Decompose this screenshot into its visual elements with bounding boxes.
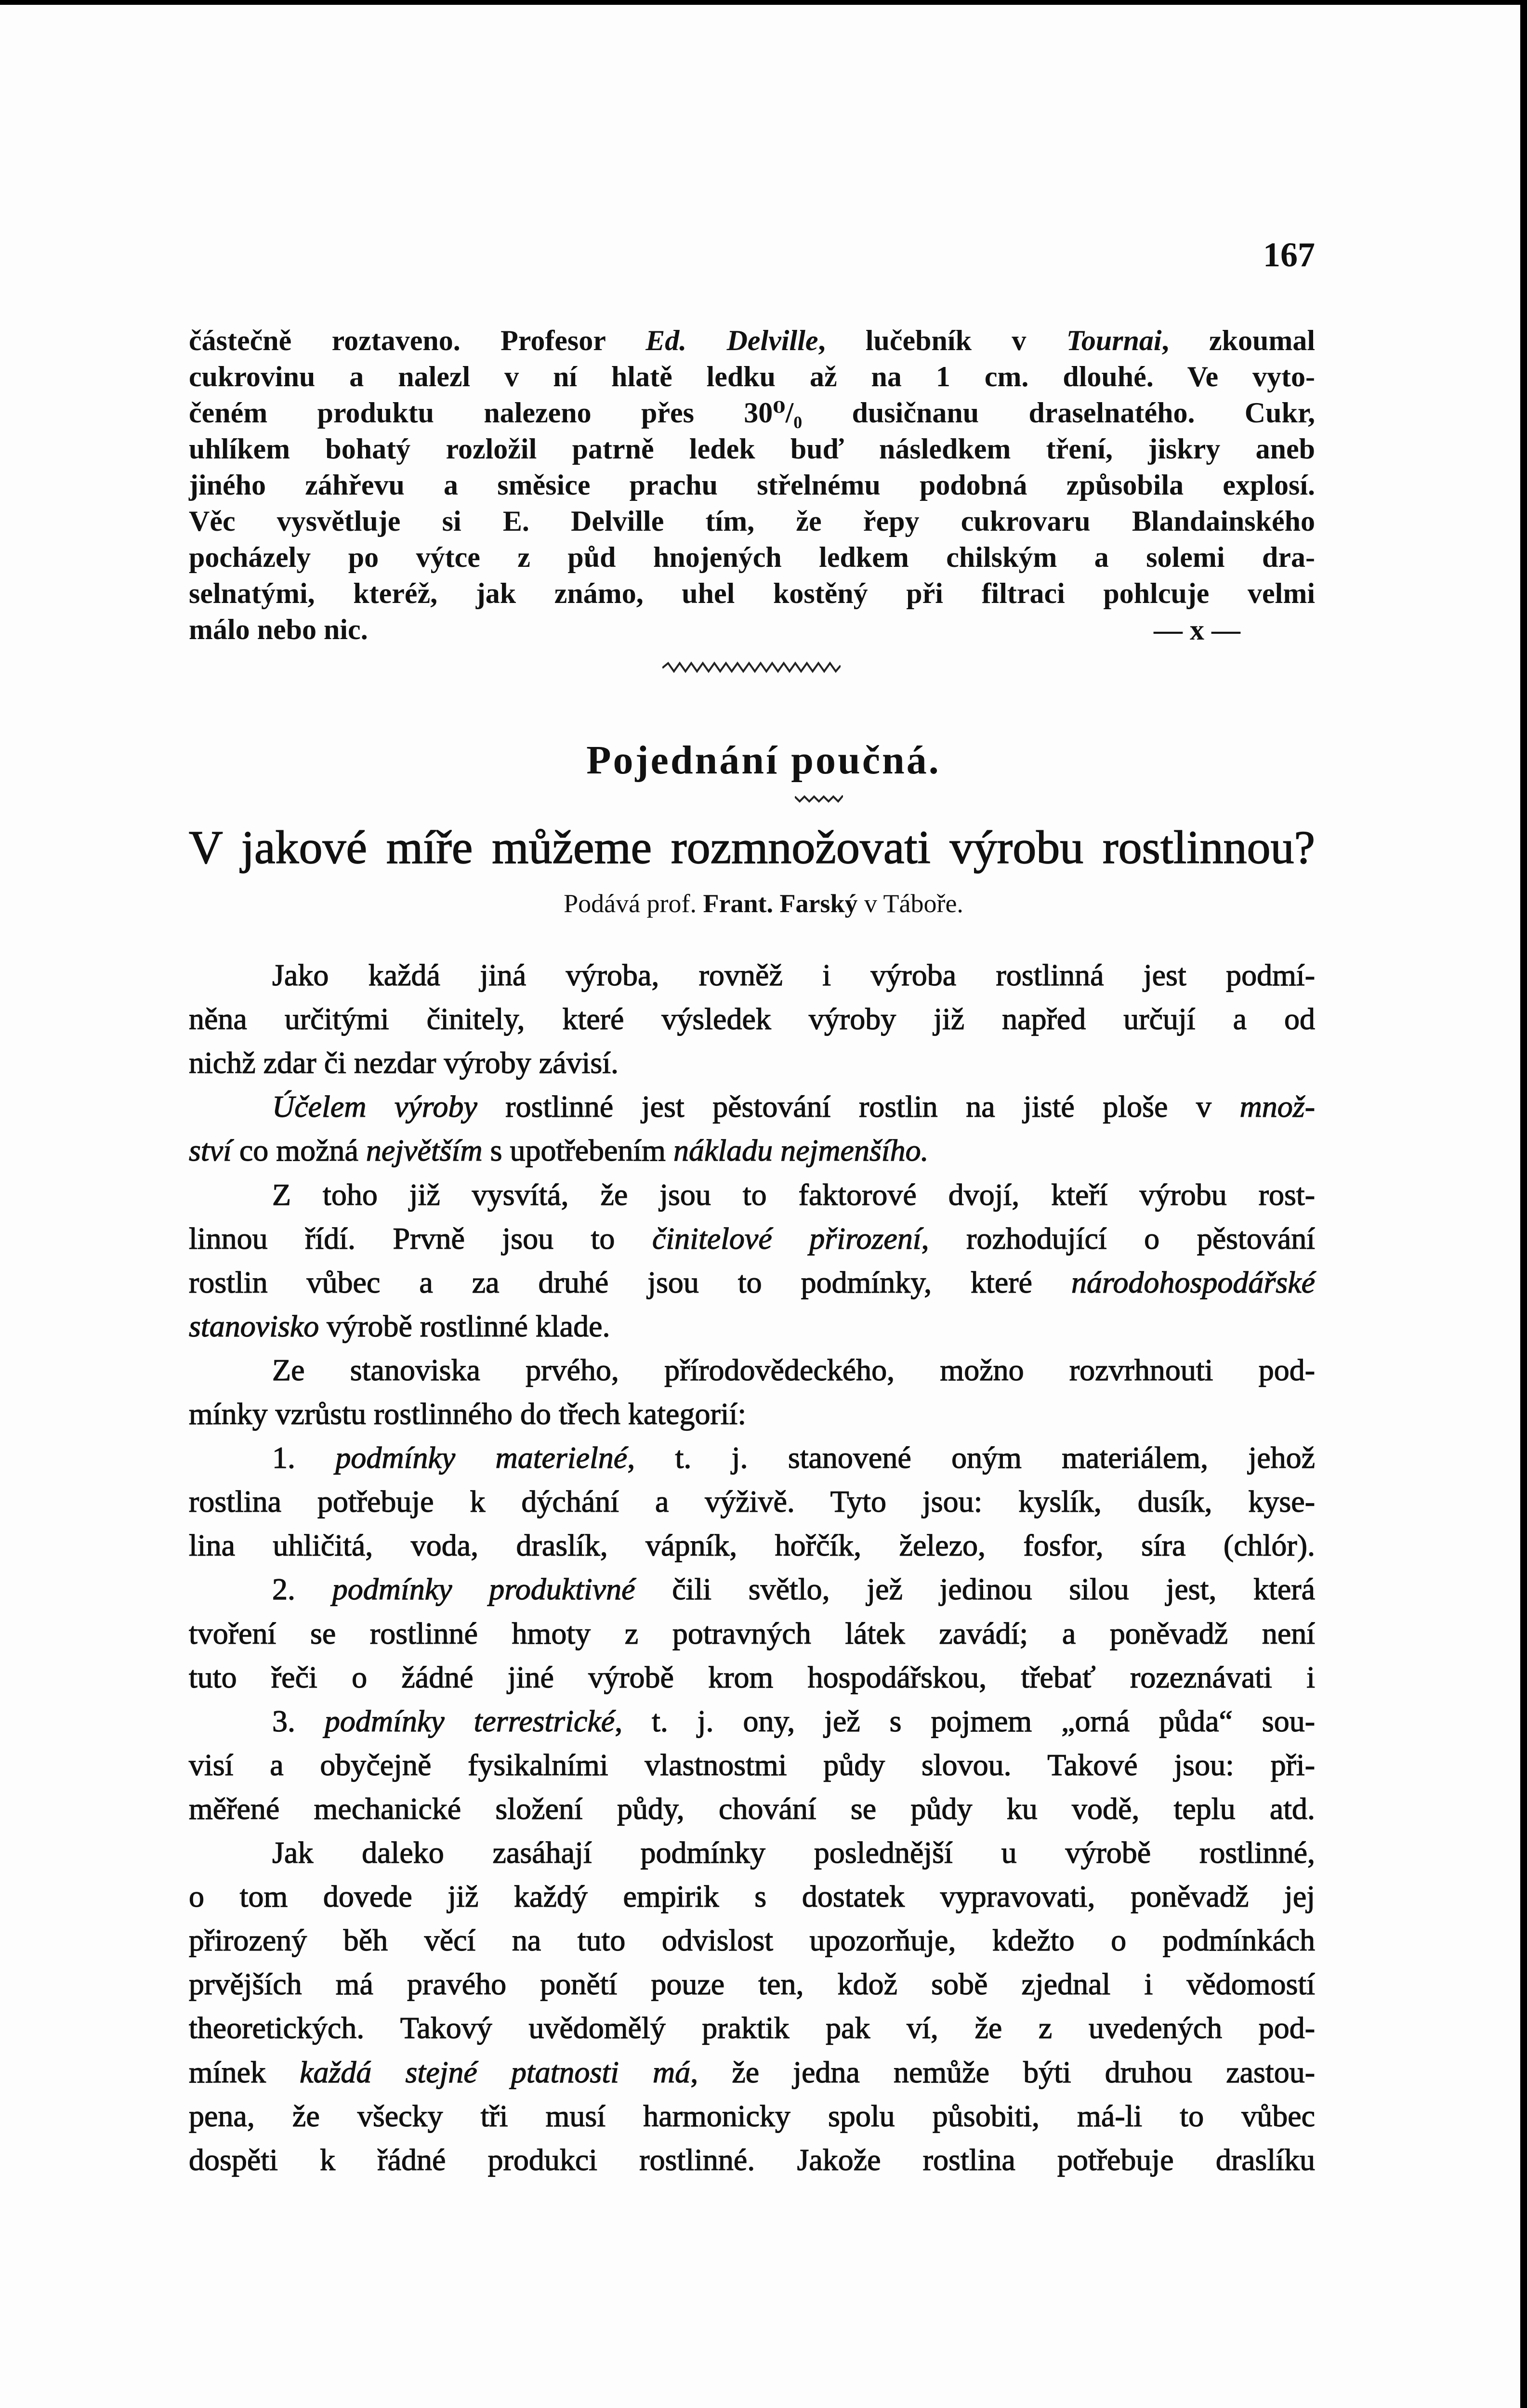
text-line: [272, 1436, 1315, 1479]
text-line: [189, 2138, 1315, 2182]
text: Jak daleko zasáhají podmínky poslednější u výrobě rostlinné,: [272, 1835, 1315, 1870]
italic-text: Ed. Delville: [645, 325, 818, 356]
italic-text: největším: [366, 1133, 483, 1168]
italic-text: každá stejné ptatnosti má: [300, 2055, 691, 2089]
italic-text: národohospodářské: [1071, 1265, 1315, 1299]
text-line: [189, 1743, 1315, 1787]
text-line: [189, 539, 1315, 576]
scan-border-top: [0, 0, 1527, 5]
italic-text: stanovisko: [189, 1309, 319, 1343]
italic-text: podmínky produktivné: [332, 1572, 635, 1607]
text: rostlinné jest pěstování rostlin na jisté ploše v: [477, 1089, 1240, 1124]
text: přirozený běh věcí na tuto odvislost upozorňuje, kdežto o podmínkách: [189, 1923, 1315, 1958]
text-line: [272, 1831, 1315, 1874]
italic-text: podmínky materielné: [335, 1440, 628, 1475]
text-line: [189, 1612, 1315, 1655]
end-mark: — x —: [1154, 614, 1240, 646]
text: rostlina potřebuje k dýchání a výživě. Tyto jsou: kyslík, dusík, kyse-: [189, 1484, 1315, 1519]
italic-text: ství: [189, 1133, 232, 1168]
text: 1.: [272, 1440, 336, 1475]
text-line: [189, 1963, 1315, 2006]
text: , že jedna nemůže býti druhou zastou-: [690, 2055, 1315, 2089]
text-line: [189, 1524, 1315, 1567]
text-line: [189, 323, 1315, 359]
text-line: [189, 1305, 1315, 1348]
text-line: [189, 1919, 1315, 1962]
page-number: 167: [1263, 236, 1315, 274]
text-line: [189, 1787, 1315, 1831]
text: co možná: [231, 1133, 366, 1168]
text-line: [189, 1392, 1315, 1436]
text-line: [189, 1041, 1315, 1085]
wavy-separator-ornament: [662, 661, 841, 675]
scan-border-right: [1520, 0, 1527, 2408]
text: , rozhodující o pěstování: [921, 1221, 1316, 1256]
text: dospěti k řádné produkci rostlinné. Jakože rostlina potřebuje draslíku: [189, 2142, 1315, 2177]
text: , t. j. stanovené oným materiálem, jehož: [627, 1440, 1316, 1475]
text: něna určitými činitely, které výsledek výroby již napřed určují a od: [189, 1002, 1315, 1036]
section-heading: Pojednání poučná.: [586, 738, 941, 783]
text: cukrovinu a nalezl v ní hlatě ledku až na 1 cm. dlouhé. Ve vyto-: [189, 361, 1315, 393]
text-line: [272, 1348, 1315, 1392]
text-line: [189, 997, 1315, 1041]
text: mínky vzrůstu rostlinného do třech kategorií:: [189, 1397, 747, 1431]
text: selnatými, kteréž, jak známo, uhel kostěný při filtraci pohlcuje velmi: [189, 577, 1315, 609]
small-wavy-ornament: [795, 794, 843, 803]
text-line: [189, 503, 1315, 539]
text-line: [272, 1568, 1315, 1611]
text: částečně roztaveno. Profesor: [189, 325, 646, 356]
text-line: [189, 1261, 1315, 1304]
text: nichž zdar či nezdar výroby závisí.: [189, 1046, 619, 1080]
text: měřené mechanické složení půdy, chování se půdy ku vodě, teplu atd.: [189, 1791, 1315, 1826]
text-line: [189, 467, 1315, 503]
text: pocházely po výtce z půd hnojených ledkem chilským a solemi dra-: [189, 541, 1315, 573]
text: Ze stanoviska prvého, přírodovědeckého, možno rozvrhnouti pod-: [272, 1352, 1315, 1387]
text: tvoření se rostlinné hmoty z potravných látek zavádí; a poněvadž není: [189, 1616, 1315, 1650]
italic-text: Tournai: [1066, 325, 1162, 356]
text: Jako každá jiná výroba, rovněž i výroba rostlinná jest podmí-: [272, 958, 1315, 992]
text: theoretických. Takový uvědomělý praktik pak ví, že z uvedených pod-: [189, 2011, 1315, 2045]
text-line: [189, 431, 1315, 467]
text: mínek: [189, 2055, 300, 2089]
article-title: V jakové míře můžeme rozmnožovati výrobu rostlinnou?: [189, 822, 1315, 874]
text-line: [272, 1085, 1315, 1128]
text: jiného záhřevu a směsice prachu střelnému podobná způsobila explosí.: [189, 469, 1315, 501]
text: 3.: [272, 1703, 325, 1738]
text: 2.: [272, 1572, 332, 1607]
italic-text: nákladu nejmenšího.: [673, 1133, 929, 1168]
text: pena, že všecky tři musí harmonicky spolu působiti, má-li to vůbec: [189, 2098, 1315, 2133]
text-line: [189, 1129, 1315, 1172]
text: výrobě rostlinné klade.: [319, 1309, 610, 1343]
text: linnou řídí. Prvně jsou to: [189, 1221, 652, 1256]
text-line: [189, 1217, 1315, 1260]
text-line: [272, 1173, 1315, 1217]
byline-author: Frant. Farský: [703, 889, 858, 918]
italic-text: množ-: [1239, 1089, 1316, 1124]
text: o tom dovede již každý empirik s dostatek vypravovati, poněvadž jej: [189, 1879, 1315, 1914]
text: čili světlo, jež jedinou silou jest, která: [635, 1572, 1316, 1607]
text-line: [189, 2051, 1315, 2094]
text-line: [189, 2094, 1315, 2138]
text: tuto řeči o žádné jiné výrobě krom hospodářskou, třebať rozeznávati i: [189, 1660, 1315, 1694]
italic-text: podmínky terrestrické: [324, 1703, 615, 1738]
text: rostlin vůbec a za druhé jsou to podmínky, které: [189, 1265, 1071, 1299]
text: , t. j. ony, jež s pojmem „orná půda“ sou-: [615, 1703, 1316, 1738]
text-line: [272, 1700, 1315, 1743]
byline-prefix: Podává prof.: [564, 889, 697, 918]
text-line: [272, 954, 1315, 997]
text-line: [189, 1875, 1315, 1918]
text: s upotřebením: [482, 1133, 673, 1168]
text-line: [189, 1656, 1315, 1699]
text: prvějších má pravého ponětí pouze ten, kdož sobě zjednal i vědomostí: [189, 1967, 1315, 2002]
italic-text: činitelové přirození: [652, 1221, 921, 1256]
text-line: [189, 1480, 1315, 1523]
text: Věc vysvětluje si E. Delville tím, že řepy cukrovaru Blandainského: [189, 505, 1315, 537]
text: , zkoumal: [1161, 325, 1315, 356]
text-line: [189, 612, 1315, 648]
text-line: [189, 576, 1315, 612]
text-line: [189, 395, 1315, 431]
text: , lučebník v: [818, 325, 1066, 356]
text: Z toho již vysvítá, že jsou to faktorové dvojí, kteří výrobu rost-: [272, 1177, 1315, 1212]
text: málo nebo nic.: [189, 614, 368, 645]
byline-place: v Táboře.: [864, 889, 963, 918]
text: lina uhličitá, voda, draslík, vápník, hořčík, železo, fosfor, síra (chlór).: [189, 1528, 1315, 1563]
text: visí a obyčejně fysikalními vlastnostmi půdy slovou. Takové jsou: při-: [189, 1747, 1315, 1782]
text: čeném produktu nalezeno přes 30⁰/₀ dusičnanu draselnatého. Cukr,: [189, 397, 1315, 429]
text-line: [189, 2006, 1315, 2050]
italic-text: Účelem výroby: [272, 1089, 477, 1124]
article-byline: [0, 889, 1527, 918]
text-line: [189, 359, 1315, 395]
text: uhlíkem bohatý rozložil patrně ledek buď následkem tření, jiskry aneb: [189, 433, 1315, 465]
